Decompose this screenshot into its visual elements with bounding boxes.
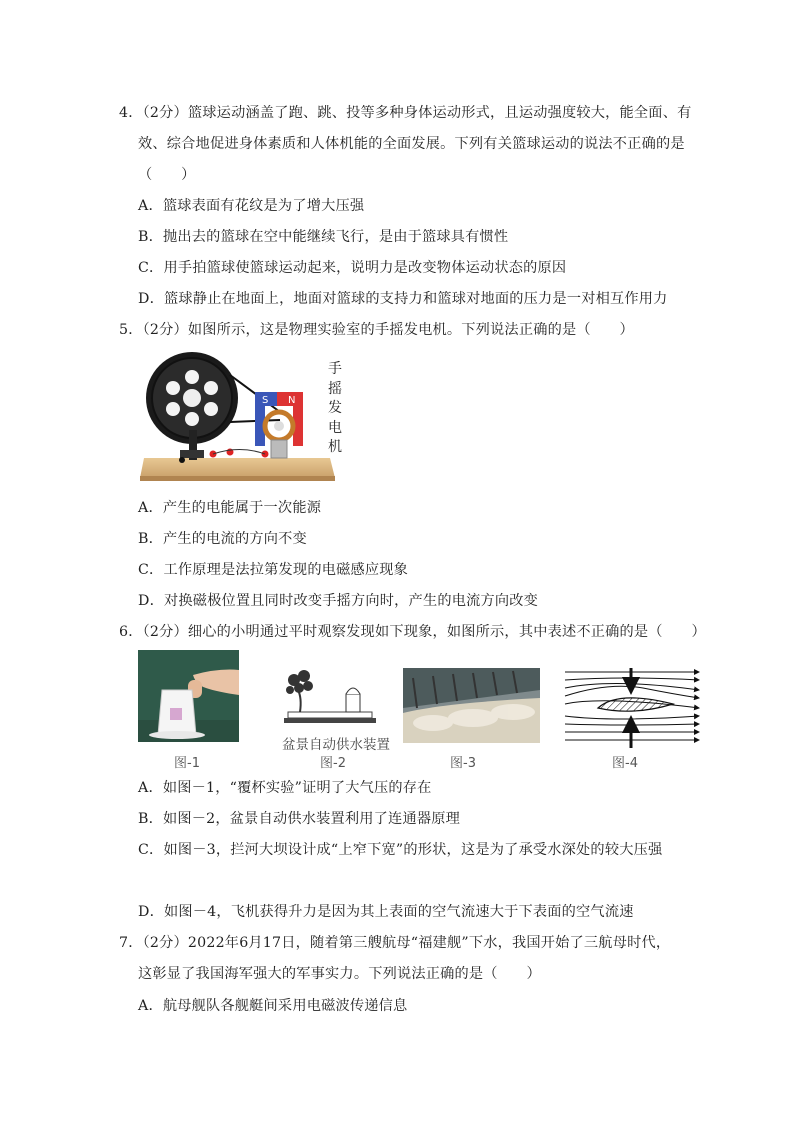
airfoil — [598, 698, 673, 711]
figure-2-title: 盆景自动供水装置 — [282, 737, 390, 753]
q4-option-b: B．抛出去的篮球在空中能继续飞行，是由于篮球具有惯性 — [138, 229, 509, 245]
magnet-s-label: S — [262, 395, 269, 406]
q4-option-c: C．用手拍篮球使篮球运动起来，说明力是改变物体运动状态的原因 — [138, 260, 567, 276]
label-char: 机 — [328, 439, 342, 455]
label-char: 发 — [328, 400, 342, 416]
q6-stem: 6．（2分）细心的小明通过平时观察发现如下现象，如图所示，其中表述不正确的是（ ） — [119, 624, 706, 640]
figure-4-airfoil-streamlines — [563, 668, 703, 748]
q4-stem-line3: （ ） — [138, 167, 196, 183]
figure-4-caption: 图-4 — [612, 756, 638, 771]
q4-stem-line1: 4．（2分）篮球运动涵盖了跑、跳、投等多种身体运动形式，且运动强度较大，能全面、有 — [119, 105, 692, 121]
q6-option-b: B．如图－2，盆景自动供水装置利用了连通器原理 — [138, 811, 460, 827]
q5-option-a: A．产生的电能属于一次能源 — [138, 500, 322, 516]
figure-3-caption: 图-3 — [450, 756, 476, 771]
hand-crank-generator-figure — [140, 350, 335, 482]
q4-stem-line2: 效、综合地促进身体素质和人体机能的全面发展。下列有关篮球运动的说法不正确的是 — [138, 136, 685, 152]
label-char: 手 — [328, 361, 342, 377]
label-char: 电 — [328, 419, 342, 436]
figure-2-bonsai-water-supply — [280, 668, 385, 730]
figure-2-caption: 图-2 — [320, 756, 346, 771]
q6-option-a: A．如图－1，“覆杯实验”证明了大气压的存在 — [138, 780, 432, 796]
q4-option-d: D．篮球静止在地面上，地面对篮球的支持力和篮球对地面的压力是一对相互作用力 — [138, 291, 668, 307]
generator-vertical-label — [327, 360, 343, 458]
figure-1-inverted-cup — [138, 650, 239, 742]
q6-option-d: D．如图－4，飞机获得升力是因为其上表面的空气流速大于下表面的空气流速 — [138, 904, 634, 920]
wooden-base — [140, 458, 335, 478]
magnet-n-label: N — [288, 395, 296, 406]
q7-option-a: A．航母舰队各舰艇间采用电磁波传递信息 — [138, 998, 408, 1014]
label-char: 摇 — [328, 380, 342, 397]
q5-option-d: D．对换磁极位置且同时改变手摇方向时，产生的电流方向改变 — [138, 593, 539, 609]
q5-option-b: B．产生的电流的方向不变 — [138, 531, 307, 547]
q5-option-c: C．工作原理是法拉第发现的电磁感应现象 — [138, 562, 409, 578]
q6-option-c: C．如图－3，拦河大坝设计成“上窄下宽”的形状，这是为了承受水深处的较大压强 — [138, 842, 663, 858]
q7-stem-line1: 7．（2分）2022年6月17日，随着第三艘航母“福建舰”下水，我国开始了三航母时代， — [119, 935, 671, 951]
figure-1-caption: 图-1 — [174, 756, 200, 771]
q4-option-a: A．篮球表面有花纹是为了增大压强 — [138, 198, 365, 214]
q7-stem-line2: 这彰显了我国海军强大的军事实力。下列说法正确的是（ ） — [138, 966, 541, 982]
q5-stem: 5．（2分）如图所示，这是物理实验室的手摇发电机。下列说法正确的是（ ） — [119, 322, 634, 338]
figure-3-dam — [403, 668, 540, 743]
